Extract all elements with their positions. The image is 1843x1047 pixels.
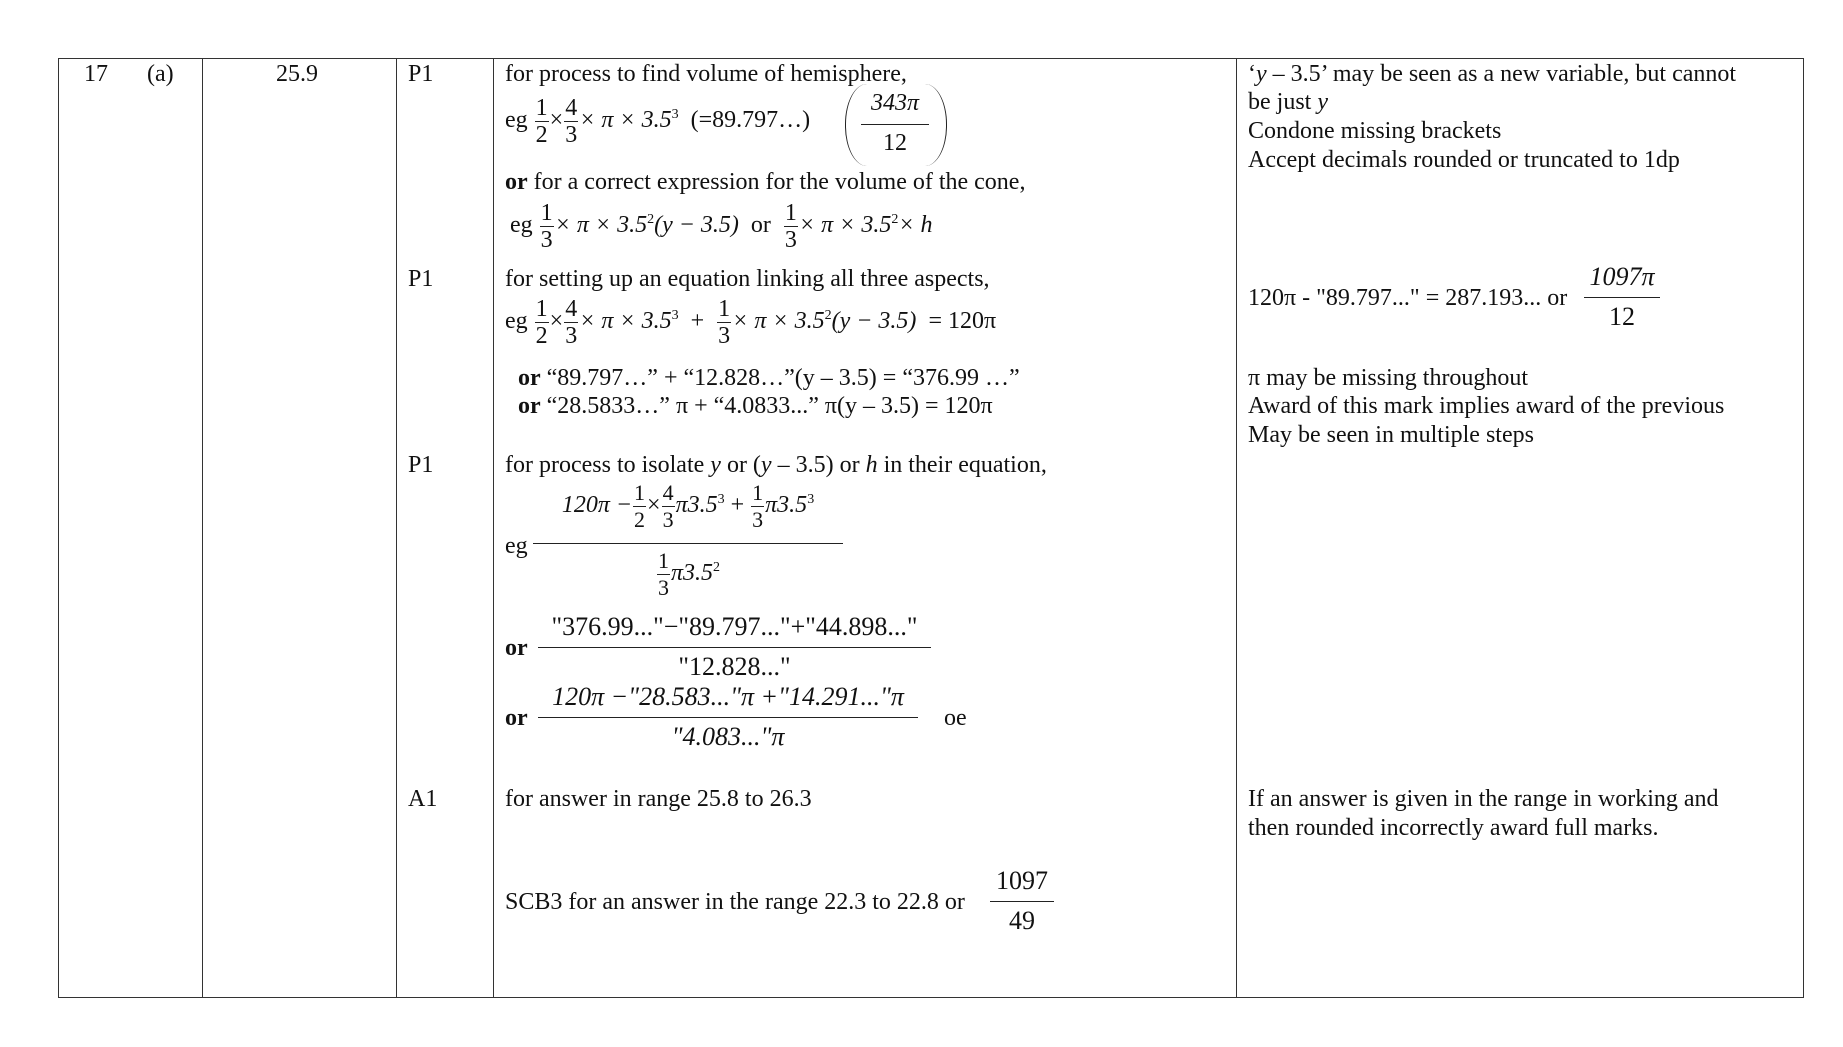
- isolate-numerator: 120π − $\frac{1}{2}$ × $\frac{4}{3}$ $\pi 3.5^3$ + $\frac{1}{3}$ $\pi 3.5^3$: [561, 480, 815, 532]
- note-rounded-incorrectly-cont: then rounded incorrectly award full marks.: [1248, 815, 1659, 841]
- scb3-fraction: 1097 49: [990, 866, 1054, 940]
- p1-isolate-heading: for process to isolate y or (y – 3.5) or h in their equation,: [505, 452, 1047, 478]
- hemisphere-fraction-bracketed: 343π 12: [845, 84, 945, 166]
- eg-label: eg: [505, 533, 528, 559]
- isolate-denominator: $\frac{1}{3}$ $\pi 3.5^2$: [657, 548, 721, 600]
- isolate-fraction: [533, 480, 843, 615]
- column-divider: [202, 58, 203, 998]
- fraction-one-half: $\frac{1}{2}$: [535, 95, 548, 148]
- note-missing-brackets: Condone missing brackets: [1248, 118, 1502, 144]
- note-new-variable: ‘y – 3.5’ may be seen as a new variable, but cannot: [1248, 61, 1737, 87]
- p1-cone-heading: or for a correct expression for the volume of the cone,: [505, 169, 1026, 195]
- isolate-alternative-fraction-1: "376.99..."−"89.797..."+"44.898..." "12.828...": [538, 612, 931, 686]
- mark-code-a1: A1: [408, 786, 438, 812]
- note-decimals: Accept decimals rounded or truncated to 1dp: [1248, 147, 1680, 173]
- a1-criterion: for answer in range 25.8 to 26.3: [505, 786, 812, 812]
- note-pi-missing: π may be missing throughout: [1248, 365, 1529, 391]
- answer-value: 25.9: [276, 61, 318, 87]
- note-rounded-incorrectly: If an answer is given in the range in working and: [1248, 786, 1719, 812]
- mark-code-p1-first: P1: [408, 61, 434, 87]
- equation-alternative-2: or “28.5833…” π + “4.0833...” π(y – 3.5) = 120π: [518, 393, 993, 419]
- equation-expression: eg $\frac{1}{2}$ × $\frac{4}{3}$ × $\pi \times 3.5^3$ + $\frac{1}{3}$ × $\pi \times 3.5^2(y - 3.5) = 120\pi$: [505, 296, 997, 349]
- isolate-alternative-fraction-2: 120π −"28.583..."π +"14.291..."π "4.083..."π: [538, 682, 918, 756]
- note-subtraction: 120π - "89.797..." = 287.193... or: [1248, 285, 1568, 311]
- note-implies-previous: Award of this mark implies award of the previous: [1248, 393, 1725, 419]
- cone-volume-expression: eg $\frac{1}{3}$ × $\pi \times 3.5^2(y - 3.5)$ or $\frac{1}{3}$ × $\pi \times 3.5^2\times h$: [510, 200, 933, 253]
- scb3-criterion: SCB3 for an answer in the range 22.3 to 22.8 or: [505, 889, 965, 915]
- column-divider: [396, 58, 397, 998]
- eg-label: eg: [505, 107, 528, 134]
- mark-code-p1-second: P1: [408, 266, 434, 292]
- or-label: or: [505, 705, 528, 731]
- mark-scheme-table: [58, 58, 1804, 998]
- note-fraction: 1097π 12: [1584, 262, 1660, 336]
- equation-alternative-1: or “89.797…” + “12.828…”(y – 3.5) = “376.99 …”: [518, 365, 1020, 391]
- p1-hemisphere-heading: for process to find volume of hemisphere,: [505, 61, 907, 87]
- question-part: (a): [147, 61, 174, 87]
- mark-code-p1-third: P1: [408, 452, 434, 478]
- note-multiple-steps: May be seen in multiple steps: [1248, 422, 1534, 448]
- question-number: 17: [84, 61, 108, 87]
- column-divider: [1236, 58, 1237, 998]
- note-new-variable-cont: be just y: [1248, 89, 1328, 115]
- p1-equation-heading: for setting up an equation linking all three aspects,: [505, 266, 990, 292]
- or-label: or: [505, 635, 528, 661]
- oe-label: oe: [944, 705, 967, 731]
- hemisphere-volume-expression: eg $\frac{1}{2}$ × $\frac{4}{3}$ × $\pi \times 3.5^3$ (=89.797…): [505, 95, 811, 148]
- fraction-four-thirds: $\frac{4}{3}$: [565, 95, 578, 148]
- column-divider: [493, 58, 494, 998]
- hemisphere-value: (=89.797…): [690, 107, 811, 134]
